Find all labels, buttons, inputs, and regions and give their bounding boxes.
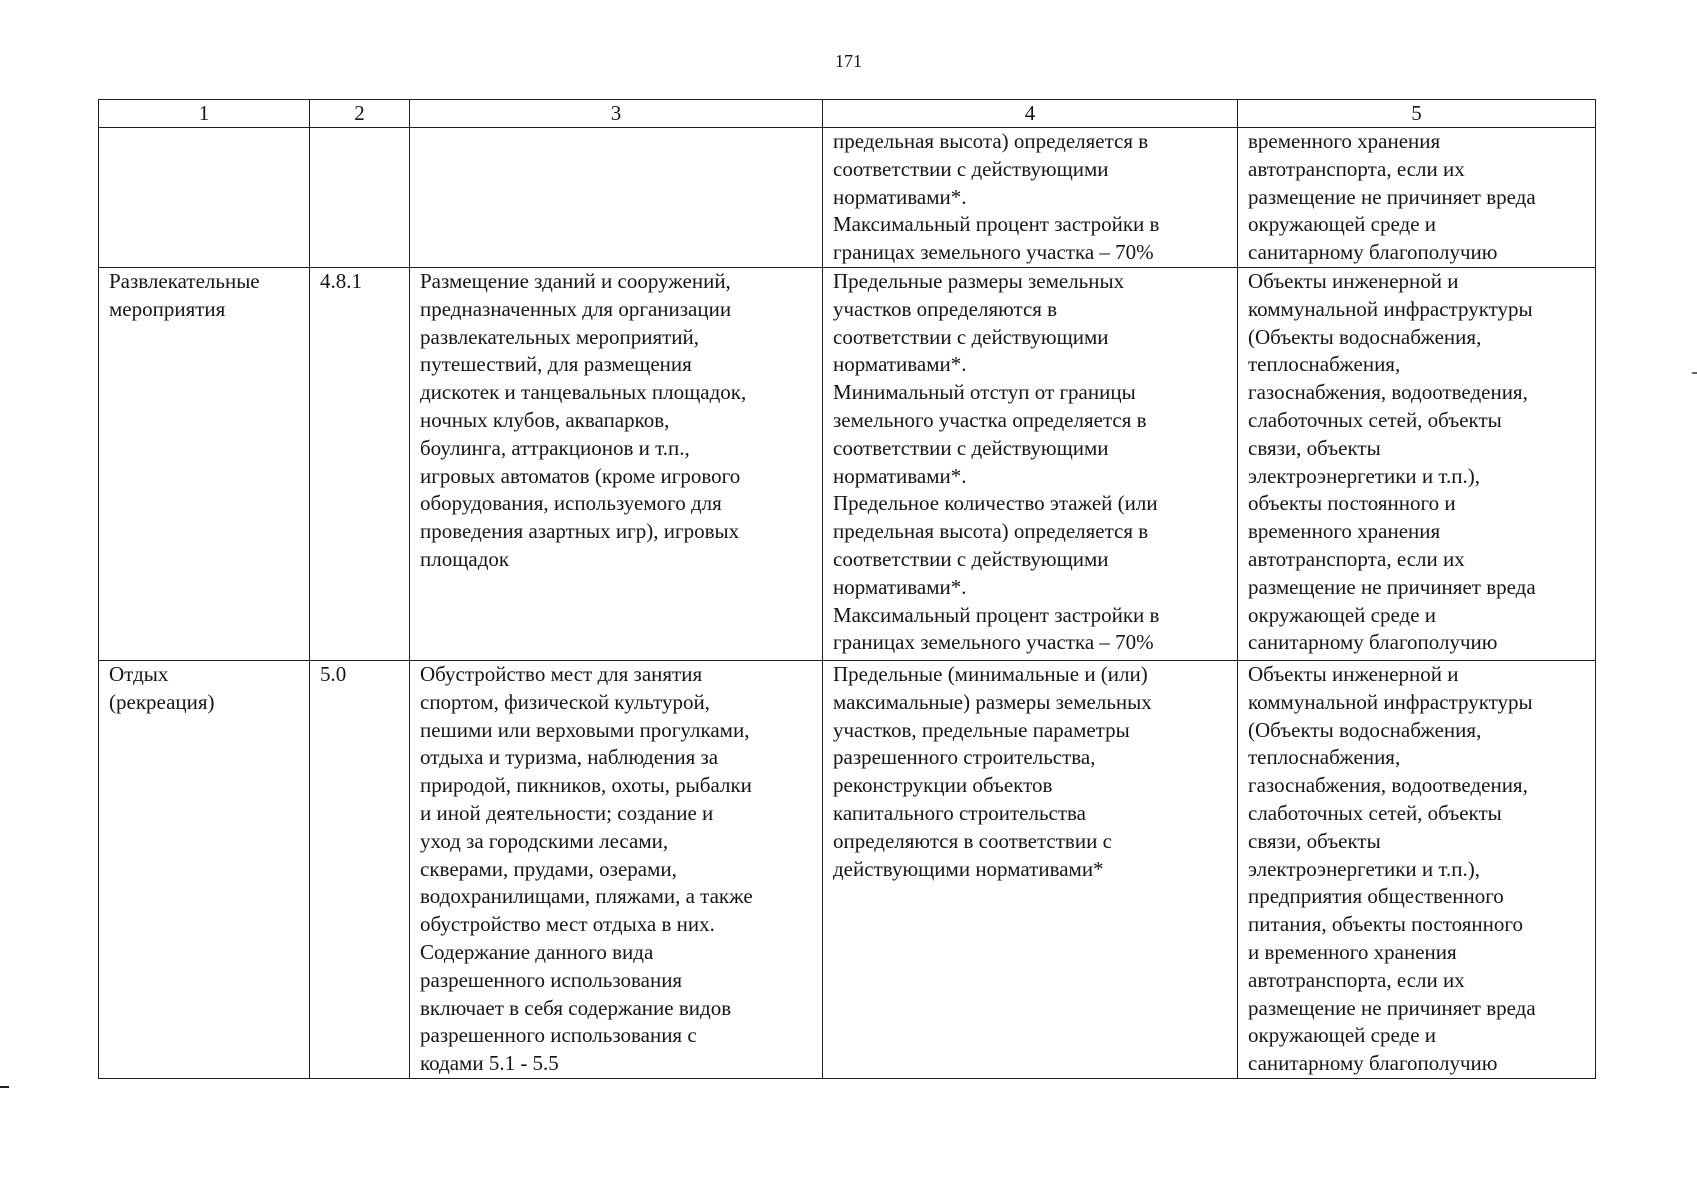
cell-text-line: и иной деятельности; создание и	[420, 800, 714, 825]
cell-text-line: Предельное количество этажей (или	[833, 491, 1158, 516]
cell-text-line: путешествий, для размещения	[420, 352, 692, 377]
parameters-cell	[823, 267, 1238, 660]
cell-text-line: автотранспорта, если их	[1248, 967, 1465, 992]
cell-text-line: проведения азартных игр), игровых	[420, 519, 740, 544]
cell-text-line: Объекты инженерной и	[1248, 268, 1459, 293]
table-header-row	[99, 100, 1596, 128]
cell-text-line: нормативами*.	[833, 184, 967, 209]
cell-text-line: соответствии с действующими	[833, 546, 1109, 571]
cell-text-line: газоснабжения, водоотведения,	[1248, 380, 1528, 405]
cell-text-line: автотранспорта, если их	[1248, 156, 1465, 181]
cell-text-line: границах земельного участка – 70%	[833, 240, 1154, 265]
cell-text-line: предельная высота) определяется в	[833, 519, 1149, 544]
cell-text-line: мероприятия	[109, 296, 226, 321]
cell-text-line: соответствии с действующими	[833, 156, 1109, 181]
cell-text-line: питания, объекты постоянного	[1248, 912, 1523, 937]
use-name-cell	[99, 267, 310, 660]
cell-text-line: Развлекательные	[109, 268, 260, 293]
cell-text-line: газоснабжения, водоотведения,	[1248, 773, 1528, 798]
cell-text-line: (рекреация)	[109, 689, 215, 714]
cell-text-line: Объекты инженерной и	[1248, 661, 1459, 686]
cell-text-line: объекты постоянного и	[1248, 491, 1456, 516]
cell-text-line: действующими нормативами*	[833, 856, 1104, 881]
cell-text-line: окружающей среде и	[1248, 602, 1437, 627]
cell-text-line: границах земельного участка – 70%	[833, 630, 1154, 655]
cell-text-line: Минимальный отступ от границы	[833, 380, 1136, 405]
cell-text-line: Предельные размеры земельных	[833, 268, 1125, 293]
cell-text-line: ночных клубов, аквапарков,	[420, 407, 670, 432]
cell-text-line: автотранспорта, если их	[1248, 546, 1465, 571]
scan-edge-mark	[0, 1086, 9, 1088]
cell-text-line: отдыха и туризма, наблюдения за	[420, 745, 719, 770]
auxiliary-uses-cell	[1238, 267, 1596, 660]
cell-text-line: 5.0	[320, 661, 347, 686]
cell-text-line: Максимальный процент застройки в	[833, 602, 1160, 627]
cell-text-line: связи, объекты	[1248, 828, 1381, 853]
cell-text-line: соответствии с действующими	[833, 435, 1109, 460]
cell-text-line: размещение не причиняет вреда	[1248, 574, 1536, 599]
header-col-2: 2	[310, 100, 410, 128]
cell-text-line: санитарному благополучию	[1248, 630, 1498, 655]
cell-text-line: Размещение зданий и сооружений,	[420, 268, 731, 293]
land-use-table	[98, 99, 1596, 1079]
cell-text-line: (Объекты водоснабжения,	[1248, 717, 1482, 742]
cell-text-line: предприятия общественного	[1248, 884, 1504, 909]
cell-text-line: Содержание данного вида	[420, 939, 654, 964]
cell-text-line: пешими или верховыми прогулками,	[420, 717, 750, 742]
cell-text-line: электроэнергетики и т.п.),	[1248, 856, 1480, 881]
cell-text-line: земельного участка определяется в	[833, 407, 1147, 432]
auxiliary-uses-cell	[1238, 128, 1596, 268]
cell-text-line: участков, предельные параметры	[833, 717, 1130, 742]
cell-text-line: предназначенных для организации	[420, 296, 732, 321]
cell-text-line: окружающей среде и	[1248, 1023, 1437, 1048]
use-description-cell	[410, 267, 823, 660]
cell-text-line: максимальные) размеры земельных	[833, 689, 1152, 714]
cell-text-line: размещение не причиняет вреда	[1248, 184, 1536, 209]
cell-text-line: теплоснабжения,	[1248, 745, 1401, 770]
cell-text-line: слаботочных сетей, объекты	[1248, 407, 1502, 432]
cell-text-line: разрешенного использования с	[420, 1023, 697, 1048]
cell-text-line: теплоснабжения,	[1248, 352, 1401, 377]
use-name-cell	[99, 660, 310, 1078]
use-description-cell	[410, 128, 823, 268]
cell-text-line: уход за городскими лесами,	[420, 828, 669, 853]
cell-text-line: реконструкции объектов	[833, 773, 1053, 798]
cell-text-line: разрешенного использования	[420, 967, 683, 992]
cell-text-line: нормативами*.	[833, 352, 967, 377]
header-col-4: 4	[823, 100, 1238, 128]
use-code-cell	[310, 128, 410, 268]
cell-text-line: нормативами*.	[833, 574, 967, 599]
cell-text-line: размещение не причиняет вреда	[1248, 995, 1536, 1020]
use-code-cell	[310, 267, 410, 660]
cell-text-line: (Объекты водоснабжения,	[1248, 324, 1482, 349]
cell-text-line: временного хранения	[1248, 519, 1441, 544]
cell-text-line: соответствии с действующими	[833, 324, 1109, 349]
header-col-3: 3	[410, 100, 823, 128]
cell-text-line: коммунальной инфраструктуры	[1248, 296, 1533, 321]
cell-text-line: и временного хранения	[1248, 939, 1457, 964]
cell-text-line: площадок	[420, 546, 510, 571]
cell-text-line: санитарному благополучию	[1248, 240, 1498, 265]
cell-text-line: капитального строительства	[833, 800, 1086, 825]
cell-text-line: Отдых	[109, 661, 169, 686]
cell-text-line: развлекательных мероприятий,	[420, 324, 700, 349]
cell-text-line: Обустройство мест для занятия	[420, 661, 703, 686]
header-col-5: 5	[1238, 100, 1596, 128]
cell-text-line: оборудования, используемого для	[420, 491, 722, 516]
table-row	[99, 128, 1596, 268]
cell-text-line: водохранилищами, пляжами, а также	[420, 884, 753, 909]
cell-text-line: санитарному благополучию	[1248, 1051, 1498, 1076]
parameters-cell	[823, 660, 1238, 1078]
cell-text-line: нормативами*.	[833, 463, 967, 488]
cell-text-line: участков определяются в	[833, 296, 1058, 321]
cell-text-line: предельная высота) определяется в	[833, 129, 1149, 153]
cell-text-line: включает в себя содержание видов	[420, 995, 732, 1020]
use-description-cell	[410, 660, 823, 1078]
cell-text-line: электроэнергетики и т.п.),	[1248, 463, 1480, 488]
table-row	[99, 267, 1596, 660]
auxiliary-uses-cell	[1238, 660, 1596, 1078]
cell-text-line: разрешенного строительства,	[833, 745, 1096, 770]
cell-text-line: определяются в соответствии с	[833, 828, 1112, 853]
use-code-cell	[310, 660, 410, 1078]
cell-text-line: Предельные (минимальные и (или)	[833, 661, 1148, 686]
page-number: 171	[835, 51, 862, 71]
cell-text-line: кодами 5.1 - 5.5	[420, 1051, 559, 1076]
cell-text-line: скверами, прудами, озерами,	[420, 856, 677, 881]
table-row	[99, 660, 1596, 1078]
cell-text-line: игровых автоматов (кроме игрового	[420, 463, 741, 488]
cell-text-line: связи, объекты	[1248, 435, 1381, 460]
cell-text-line: спортом, физической культурой,	[420, 689, 710, 714]
cell-text-line: окружающей среде и	[1248, 212, 1437, 237]
cell-text-line: дискотек и танцевальных площадок,	[420, 380, 747, 405]
cell-text-line: природой, пикников, охоты, рыбалки	[420, 773, 752, 798]
cell-text-line: временного хранения	[1248, 129, 1441, 153]
cell-text-line: обустройство мест отдыха в них.	[420, 912, 715, 937]
cell-text-line: Максимальный процент застройки в	[833, 212, 1160, 237]
use-name-cell	[99, 128, 310, 268]
header-col-1: 1	[99, 100, 310, 128]
cell-text-line: 4.8.1	[320, 268, 362, 293]
scan-edge-mark-right	[1692, 372, 1697, 374]
cell-text-line: боулинга, аттракционов и т.п.,	[420, 435, 690, 460]
cell-text-line: коммунальной инфраструктуры	[1248, 689, 1533, 714]
parameters-cell	[823, 128, 1238, 268]
cell-text-line: слаботочных сетей, объекты	[1248, 800, 1502, 825]
